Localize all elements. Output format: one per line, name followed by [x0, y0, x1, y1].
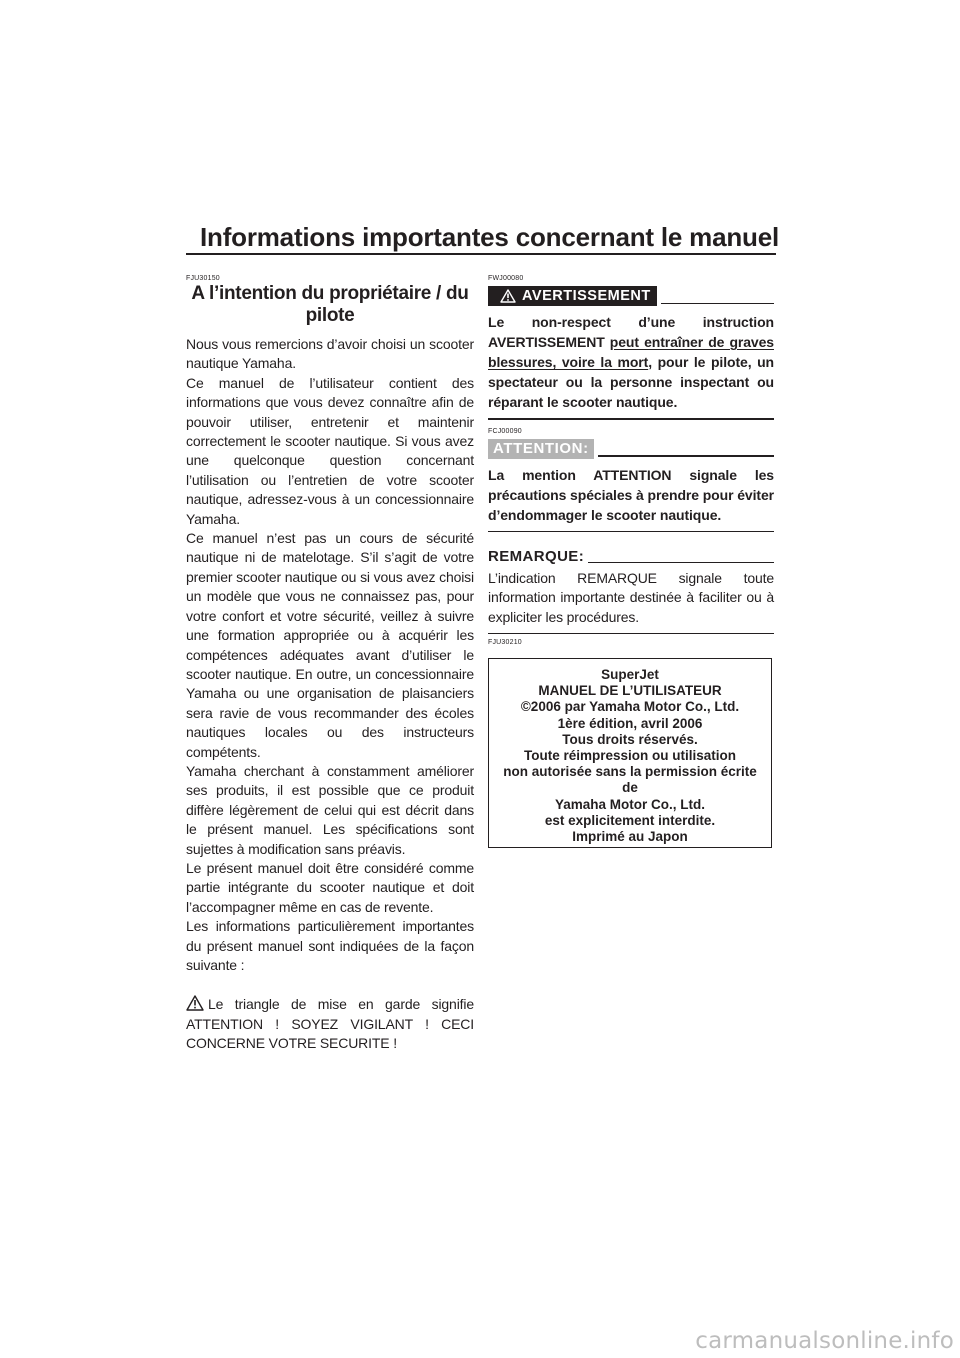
warning-text: [488, 312, 774, 412]
paragraph: Nous vous remercions d’avoir choisi un scooter nautique Yamaha.: [186, 336, 474, 372]
paragraph: Les informations particulièrement importantes du présent manuel sont indiquées de la façon suivante :: [186, 918, 474, 973]
paragraph: Ce manuel de l’utilisateur contient des informations que vous devez connaître afin de pouvoir utiliser, entretenir et maintenir correctement le scooter nautique. Si vous avez une quelconque question concernant l’utilisation ou l’entretien de votre scooter nautique, adressez-vous à un concessionnaire Yamaha.: [186, 374, 474, 527]
warning-end-rule: [488, 418, 774, 420]
warning-text-after: , pour le pilote, un spectateur ou la personne inspectant ou réparant le scooter nautique.: [488, 354, 774, 410]
notice-line: ©2006 par Yamaha Motor Co., Ltd.: [520, 699, 740, 715]
notice-line: Yamaha Motor Co., Ltd.: [554, 796, 705, 812]
notice-line: Imprimé au Japon: [572, 829, 688, 845]
notice-line: 1ère édition, avril 2006: [557, 715, 703, 731]
paragraph: Ce manuel n’est pas un cours de sécurité nautique ni de matelotage. S’il s’agit de votre premier scooter nautique ou si vous avez choisi un modèle que vous ne connaissez pas, pour votre confort et votre sécurité, veillez à suivre une formation appropriée ou à acquérir les compétences adéquates avant d’utiliser le scooter nautique. En outre, un concessionnaire Yamaha ou une organisation de plaisanciers sera ravie de vous recommander des écoles nautiques locales ou des instructeurs compétents.: [186, 530, 474, 760]
warning-text-before: Le non-respect d’une instruction AVERTISSEMENT: [488, 314, 774, 350]
remarque-end-rule: [488, 633, 774, 634]
remarque-header: [488, 548, 774, 565]
notice-line: non autorisée sans la permission écrite: [503, 764, 757, 780]
title-rule: [186, 253, 776, 255]
notice-line: est explicitement interdite.: [544, 812, 716, 828]
attention-code: FCJ00090: [488, 427, 522, 435]
remarque-label: REMARQUE:: [488, 548, 585, 565]
attention-header-rule: [598, 455, 774, 457]
section-code: FJU30150: [186, 275, 220, 282]
attention-end-rule: [488, 531, 774, 533]
section-heading-line1: A l’intention du propriétaire / du: [191, 283, 469, 304]
notice-line: SuperJet: [601, 667, 659, 682]
warning-badge: [488, 286, 657, 306]
attention-header: [488, 439, 774, 459]
notice-line: Tous droits réservés.: [562, 731, 698, 747]
notice-line: Toute réimpression ou utilisation: [523, 748, 737, 764]
warning-code: FWJ00080: [488, 275, 524, 282]
caution-explanation: [186, 995, 474, 1053]
paragraph: Le présent manuel doit être considéré comme partie intégrante du scooter nautique et doit l’accompagner même en cas de revente.: [186, 859, 474, 915]
warning-header: [488, 286, 774, 306]
owner-section: [186, 275, 474, 1054]
remarque-text: L’indication REMARQUE signale toute information importante destinée à faciliter ou à expliciter les procédures.: [488, 570, 774, 625]
remarque-header-rule: [588, 562, 774, 563]
warning-triangle-icon: [186, 995, 204, 1011]
signal-words-section: [488, 275, 774, 647]
section-code: FJU30210: [488, 639, 522, 647]
attention-label: ATTENTION:: [488, 439, 594, 459]
section-heading: [186, 283, 474, 327]
paragraph: Yamaha cherchant à constamment améliorer ses produits, il est possible que ce produit diffère légèrement de celui qui est décrit dans le présent manuel. Les spécifications sont sujettes à modification sans préavis.: [186, 762, 474, 857]
watermark: carmanualsonline.info: [695, 1328, 954, 1354]
warning-triangle-icon: [500, 289, 516, 303]
warning-text-underlined: peut entraîner de graves blessures, voire la mort: [488, 334, 774, 370]
caution-text: Le triangle de mise en garde signifie ATTENTION ! SOYEZ VIGILANT ! CECI CONCERNE VOTRE SECURITE !: [186, 996, 474, 1052]
warning-label: AVERTISSEMENT: [522, 288, 651, 304]
notice-line: de: [622, 780, 638, 796]
warning-header-rule: [661, 303, 774, 305]
section-heading-line2: pilote: [305, 305, 355, 326]
attention-text: La mention ATTENTION signale les précautions spéciales à prendre pour éviter d’endommager le scooter nautique.: [488, 466, 774, 523]
copyright-notice: [488, 658, 772, 848]
page-title: Informations importantes concernant le manuel: [200, 222, 779, 252]
notice-line: MANUEL DE L’UTILISATEUR: [538, 683, 722, 699]
